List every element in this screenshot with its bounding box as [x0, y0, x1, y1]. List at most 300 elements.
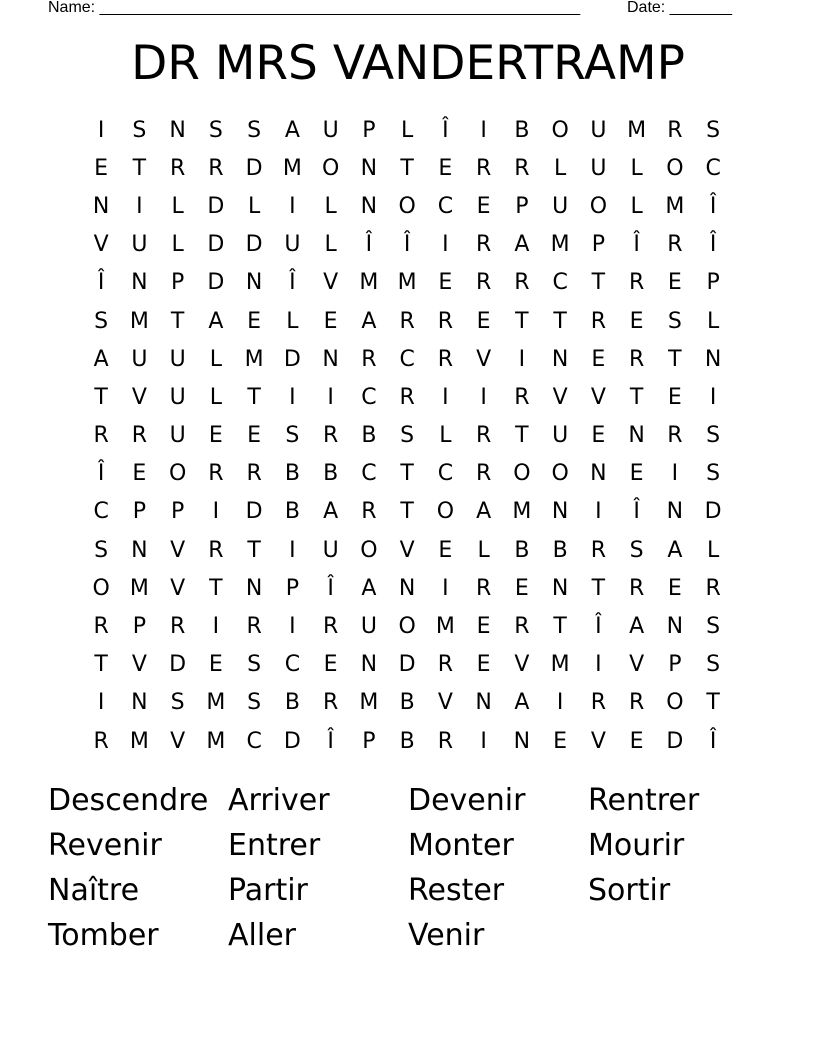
- grid-letter: M: [129, 728, 149, 754]
- grid-letter: N: [92, 193, 110, 219]
- grid-letter: L: [209, 384, 222, 410]
- grid-letter: U: [322, 537, 339, 563]
- grid-letter: M: [129, 308, 149, 334]
- grid-letter: A: [514, 232, 530, 258]
- grid-letter: R: [475, 270, 492, 296]
- grid-letter: R: [361, 346, 377, 372]
- grid-letter: R: [322, 690, 339, 716]
- grid-letter: R: [208, 155, 224, 181]
- grid-letter: R: [590, 308, 607, 334]
- grid-letter: L: [706, 308, 720, 334]
- grid-letter: R: [437, 728, 454, 754]
- grid-letter: R: [437, 346, 454, 372]
- grid-letter: R: [475, 461, 492, 487]
- word-bank-item: Rester: [408, 873, 505, 908]
- grid-letter: N: [131, 270, 148, 296]
- grid-letter: I: [480, 117, 487, 143]
- grid-letter: M: [244, 346, 264, 372]
- grid-letter: R: [131, 423, 148, 449]
- grid-letter: R: [667, 232, 683, 258]
- grid-letter: I: [289, 384, 296, 410]
- grid-letter: N: [360, 652, 378, 678]
- grid-letter: L: [247, 193, 261, 219]
- grid-letter: M: [397, 270, 417, 296]
- grid-letter: R: [514, 384, 530, 410]
- word-bank-item: Tomber: [48, 918, 159, 953]
- grid-letter: B: [323, 461, 339, 487]
- grid-letter: E: [438, 270, 453, 296]
- grid-letter: D: [207, 232, 225, 258]
- grid-letter: N: [628, 423, 645, 449]
- word-bank-item: Aller: [228, 918, 296, 953]
- grid-letter: V: [131, 384, 147, 410]
- grid-letter: R: [322, 614, 339, 640]
- grid-letter: S: [706, 652, 721, 678]
- grid-letter: R: [628, 690, 645, 716]
- grid-letter: T: [668, 346, 682, 372]
- grid-letter: L: [439, 423, 452, 449]
- grid-letter: M: [206, 690, 226, 716]
- grid-letter: O: [513, 461, 531, 487]
- grid-letter: Î: [97, 461, 105, 487]
- grid-letter: M: [129, 575, 149, 601]
- grid-letter: B: [552, 537, 568, 563]
- grid-letter: T: [400, 499, 414, 525]
- grid-letter: P: [285, 575, 300, 601]
- grid-letter: T: [515, 308, 529, 334]
- grid-letter: P: [170, 270, 185, 296]
- grid-letter: O: [168, 461, 187, 487]
- grid-letter: E: [323, 652, 338, 678]
- grid-letter: Î: [709, 728, 717, 754]
- grid-letter: I: [480, 384, 487, 410]
- grid-letter: V: [399, 537, 415, 563]
- grid-letter: V: [629, 652, 645, 678]
- grid-letter: N: [551, 499, 569, 525]
- grid-letter: Î: [633, 232, 640, 258]
- grid-letter: A: [284, 117, 300, 143]
- grid-letter: V: [131, 652, 147, 678]
- grid-letter: R: [93, 423, 109, 449]
- grid-letter: R: [475, 155, 492, 181]
- grid-letter: M: [359, 270, 379, 296]
- grid-letter: E: [208, 652, 223, 678]
- grid-letter: S: [706, 614, 721, 640]
- grid-letter: R: [590, 537, 607, 563]
- grid-letter: C: [246, 728, 262, 754]
- grid-letter: B: [361, 423, 377, 449]
- grid-letter: R: [93, 728, 109, 754]
- grid-letter: V: [437, 690, 453, 716]
- word-bank-item: Venir: [408, 918, 485, 953]
- grid-letter: S: [667, 308, 682, 334]
- grid-letter: E: [438, 537, 453, 563]
- grid-letter: O: [92, 575, 110, 601]
- grid-letter: P: [668, 652, 682, 678]
- grid-letter: R: [246, 614, 262, 640]
- grid-letter: E: [208, 423, 223, 449]
- grid-letter: T: [553, 308, 567, 334]
- grid-letter: R: [514, 270, 530, 296]
- word-bank-item: Devenir: [408, 783, 526, 818]
- grid-letter: B: [399, 690, 415, 716]
- grid-letter: I: [97, 117, 105, 143]
- grid-letter: E: [667, 575, 682, 601]
- grid-letter: U: [360, 614, 377, 640]
- grid-letter: B: [514, 117, 530, 143]
- grid-letter: L: [324, 232, 337, 258]
- grid-letter: P: [515, 193, 529, 219]
- grid-letter: E: [667, 270, 682, 296]
- grid-letter: T: [553, 614, 567, 640]
- grid-letter: P: [362, 728, 376, 754]
- grid-letter: M: [359, 690, 379, 716]
- grid-letter: E: [438, 155, 453, 181]
- grid-letter: C: [399, 346, 415, 372]
- word-bank: [48, 778, 768, 958]
- grid-letter: D: [245, 232, 263, 258]
- grid-letter: D: [207, 270, 225, 296]
- grid-letter: L: [324, 193, 337, 219]
- grid-letter: M: [206, 728, 226, 754]
- grid-letter: B: [284, 461, 300, 487]
- grid-letter: U: [169, 423, 186, 449]
- grid-letter: V: [93, 232, 109, 258]
- grid-letter: T: [400, 155, 414, 181]
- word-bank-item: Entrer: [228, 828, 321, 863]
- grid-letter: I: [97, 690, 105, 716]
- grid-letter: U: [284, 232, 301, 258]
- grid-letter: C: [437, 461, 454, 487]
- grid-letter: R: [514, 614, 530, 640]
- grid-letter: N: [131, 537, 148, 563]
- grid-letter: L: [286, 308, 299, 334]
- grid-letter: A: [667, 537, 683, 563]
- grid-letter: T: [247, 384, 261, 410]
- grid-letter: T: [400, 461, 414, 487]
- grid-letter: L: [630, 155, 643, 181]
- grid-letter: T: [591, 575, 606, 601]
- grid-letter: M: [435, 614, 455, 640]
- grid-letter: E: [629, 728, 644, 754]
- grid-letter: D: [245, 155, 263, 181]
- grid-letter: C: [284, 652, 301, 678]
- grid-letter: N: [551, 346, 569, 372]
- grid-letter: B: [514, 537, 530, 563]
- grid-letter: Î: [327, 728, 334, 754]
- grid-letter: Î: [327, 575, 334, 601]
- grid-letter: U: [322, 117, 339, 143]
- grid-letter: E: [247, 308, 262, 334]
- grid-letter: R: [208, 537, 224, 563]
- grid-letter: E: [94, 155, 109, 181]
- grid-letter: R: [322, 423, 339, 449]
- grid-letter: N: [704, 346, 722, 372]
- word-bank-item: Mourir: [588, 828, 685, 863]
- grid-letter: I: [480, 728, 487, 754]
- word-bank-item: Descendre: [48, 783, 209, 818]
- grid-letter: T: [591, 270, 606, 296]
- grid-letter: R: [514, 155, 530, 181]
- grid-letter: C: [361, 461, 377, 487]
- grid-letter: U: [590, 117, 607, 143]
- grid-letter: V: [323, 270, 339, 296]
- grid-letter: U: [131, 232, 148, 258]
- word-search-grid: [82, 111, 732, 760]
- grid-letter: D: [283, 346, 301, 372]
- grid-letter: D: [283, 728, 301, 754]
- grid-letter: I: [327, 384, 334, 410]
- grid-letter: N: [513, 728, 531, 754]
- grid-letter: S: [247, 690, 262, 716]
- grid-letter: R: [628, 270, 645, 296]
- grid-letter: P: [170, 499, 185, 525]
- grid-letter: P: [706, 270, 720, 296]
- grid-letter: D: [245, 499, 263, 525]
- grid-letter: N: [360, 193, 378, 219]
- grid-letter: E: [591, 423, 606, 449]
- grid-letter: R: [169, 155, 186, 181]
- grid-letter: M: [512, 499, 532, 525]
- grid-letter: M: [550, 232, 570, 258]
- grid-letter: R: [628, 575, 645, 601]
- grid-letter: E: [629, 461, 644, 487]
- grid-letter: D: [207, 193, 225, 219]
- grid-letter: E: [476, 308, 491, 334]
- grid-letter: M: [627, 117, 647, 143]
- grid-letter: I: [709, 384, 717, 410]
- grid-letter: B: [284, 499, 300, 525]
- grid-letter: M: [282, 155, 302, 181]
- grid-letter: O: [321, 155, 340, 181]
- grid-letter: R: [705, 575, 721, 601]
- grid-letter: R: [475, 575, 492, 601]
- grid-letter: L: [209, 346, 222, 372]
- grid-letter: T: [515, 423, 529, 449]
- word-bank-item: Rentrer: [588, 783, 700, 818]
- grid-letter: Î: [97, 270, 105, 296]
- grid-letter: C: [93, 499, 109, 525]
- grid-letter: R: [590, 690, 607, 716]
- grid-letter: C: [361, 384, 377, 410]
- grid-letter: N: [551, 575, 569, 601]
- grid-letter: R: [208, 461, 224, 487]
- grid-letter: Î: [289, 270, 296, 296]
- word-bank-item: Monter: [408, 828, 514, 863]
- grid-letter: O: [551, 461, 569, 487]
- grid-letter: T: [170, 308, 185, 334]
- grid-letter: M: [665, 193, 685, 219]
- grid-letter: S: [400, 423, 415, 449]
- word-bank-item: Naître: [48, 873, 140, 908]
- grid-letter: V: [552, 384, 568, 410]
- grid-letter: P: [591, 232, 606, 258]
- grid-letter: C: [552, 270, 568, 296]
- grid-letter: I: [212, 614, 220, 640]
- word-bank-item: Sortir: [588, 873, 671, 908]
- grid-letter: A: [476, 499, 492, 525]
- grid-letter: A: [323, 499, 339, 525]
- grid-letter: E: [591, 346, 606, 372]
- grid-letter: R: [667, 117, 683, 143]
- grid-letter: R: [475, 232, 492, 258]
- grid-letter: D: [666, 728, 684, 754]
- grid-letter: S: [170, 690, 185, 716]
- grid-letter: N: [666, 499, 684, 525]
- grid-letter: A: [629, 614, 645, 640]
- grid-letter: S: [285, 423, 300, 449]
- grid-letter: V: [170, 575, 186, 601]
- name-field-label: Name: ______________________________________________________: [48, 0, 581, 16]
- grid-letter: U: [131, 346, 148, 372]
- grid-letter: R: [361, 499, 377, 525]
- grid-letter: E: [476, 652, 491, 678]
- grid-letter: I: [289, 193, 296, 219]
- grid-letter: N: [245, 270, 263, 296]
- grid-letter: Î: [709, 232, 717, 258]
- grid-letter: T: [94, 384, 108, 410]
- grid-letter: R: [246, 461, 262, 487]
- grid-letter: U: [552, 423, 569, 449]
- grid-letter: N: [398, 575, 416, 601]
- grid-letter: Î: [595, 614, 602, 640]
- grid-letter: U: [590, 155, 607, 181]
- grid-letter: R: [667, 423, 683, 449]
- grid-letter: S: [706, 461, 721, 487]
- grid-letter: N: [590, 461, 607, 487]
- grid-letter: E: [667, 384, 682, 410]
- grid-letter: S: [132, 117, 147, 143]
- grid-letter: V: [514, 652, 530, 678]
- grid-letter: C: [437, 193, 454, 219]
- grid-letter: Î: [442, 117, 449, 143]
- grid-letter: R: [169, 614, 186, 640]
- grid-letter: O: [360, 537, 378, 563]
- grid-letter: E: [553, 728, 568, 754]
- grid-letter: I: [595, 499, 602, 525]
- grid-letter: U: [552, 193, 569, 219]
- grid-letter: T: [94, 652, 108, 678]
- grid-letter: Î: [709, 193, 717, 219]
- grid-letter: S: [247, 652, 262, 678]
- grid-letter: Î: [403, 232, 411, 258]
- grid-letter: E: [476, 193, 491, 219]
- grid-letter: L: [400, 117, 414, 143]
- grid-letter: T: [629, 384, 644, 410]
- word-bank-item: Arriver: [228, 783, 330, 818]
- grid-letter: L: [630, 193, 643, 219]
- grid-letter: I: [289, 537, 296, 563]
- grid-letter: E: [247, 423, 262, 449]
- grid-letter: R: [399, 384, 415, 410]
- grid-letter: S: [94, 308, 109, 334]
- grid-letter: I: [556, 690, 564, 716]
- grid-letter: U: [169, 384, 186, 410]
- grid-letter: E: [323, 308, 338, 334]
- grid-letter: I: [289, 614, 296, 640]
- grid-letter: N: [131, 690, 148, 716]
- grid-letter: V: [590, 384, 606, 410]
- grid-letter: L: [171, 232, 184, 258]
- grid-letter: R: [437, 308, 454, 334]
- grid-letter: O: [666, 690, 684, 716]
- grid-letter: I: [442, 384, 449, 410]
- grid-letter: A: [361, 308, 377, 334]
- grid-letter: A: [514, 690, 530, 716]
- grid-letter: N: [360, 155, 378, 181]
- grid-letter: T: [132, 155, 147, 181]
- grid-letter: D: [704, 499, 722, 525]
- grid-letter: I: [595, 652, 602, 678]
- grid-letter: T: [247, 537, 261, 563]
- grid-letter: S: [706, 117, 721, 143]
- grid-letter: I: [212, 499, 220, 525]
- grid-letter: E: [629, 308, 644, 334]
- grid-letter: O: [666, 155, 684, 181]
- grid-letter: R: [628, 346, 645, 372]
- grid-letter: O: [436, 499, 455, 525]
- grid-letter: P: [132, 614, 147, 640]
- grid-letter: I: [671, 461, 679, 487]
- page-title: DR MRS VANDERTRAMP: [131, 36, 685, 91]
- grid-letter: O: [398, 614, 416, 640]
- grid-letter: O: [589, 193, 608, 219]
- grid-letter: N: [322, 346, 339, 372]
- grid-letter: L: [477, 537, 490, 563]
- grid-letter: I: [442, 575, 449, 601]
- grid-letter: U: [169, 346, 186, 372]
- grid-letter: R: [475, 423, 492, 449]
- grid-letter: L: [706, 537, 720, 563]
- grid-letter: E: [476, 614, 491, 640]
- grid-letter: T: [209, 575, 223, 601]
- grid-letter: A: [208, 308, 224, 334]
- grid-letter: R: [437, 652, 454, 678]
- grid-letter: S: [247, 117, 262, 143]
- grid-letter: N: [169, 117, 186, 143]
- grid-letter: O: [398, 193, 416, 219]
- grid-letter: D: [169, 652, 187, 678]
- grid-letter: N: [245, 575, 263, 601]
- grid-letter: R: [399, 308, 415, 334]
- grid-letter: S: [208, 117, 223, 143]
- grid-letter: B: [284, 690, 300, 716]
- grid-letter: V: [170, 728, 186, 754]
- grid-letter: I: [518, 346, 526, 372]
- grid-letter: B: [399, 728, 415, 754]
- grid-letter: A: [93, 346, 109, 372]
- grid-letter: D: [398, 652, 416, 678]
- date-field-label: Date: _______: [627, 0, 732, 16]
- grid-letter: P: [132, 499, 147, 525]
- grid-letter: N: [666, 614, 684, 640]
- word-bank-item: Revenir: [48, 828, 162, 863]
- grid-letter: E: [132, 461, 147, 487]
- grid-letter: I: [442, 232, 449, 258]
- grid-letter: R: [93, 614, 109, 640]
- word-bank-item: Partir: [228, 873, 308, 908]
- grid-letter: L: [171, 193, 184, 219]
- grid-letter: V: [476, 346, 492, 372]
- grid-letter: A: [361, 575, 377, 601]
- grid-letter: Î: [365, 232, 373, 258]
- grid-letter: E: [514, 575, 529, 601]
- grid-letter: V: [590, 728, 606, 754]
- grid-letter: S: [629, 537, 644, 563]
- grid-letter: O: [551, 117, 569, 143]
- grid-letter: P: [362, 117, 376, 143]
- grid-letter: C: [705, 155, 721, 181]
